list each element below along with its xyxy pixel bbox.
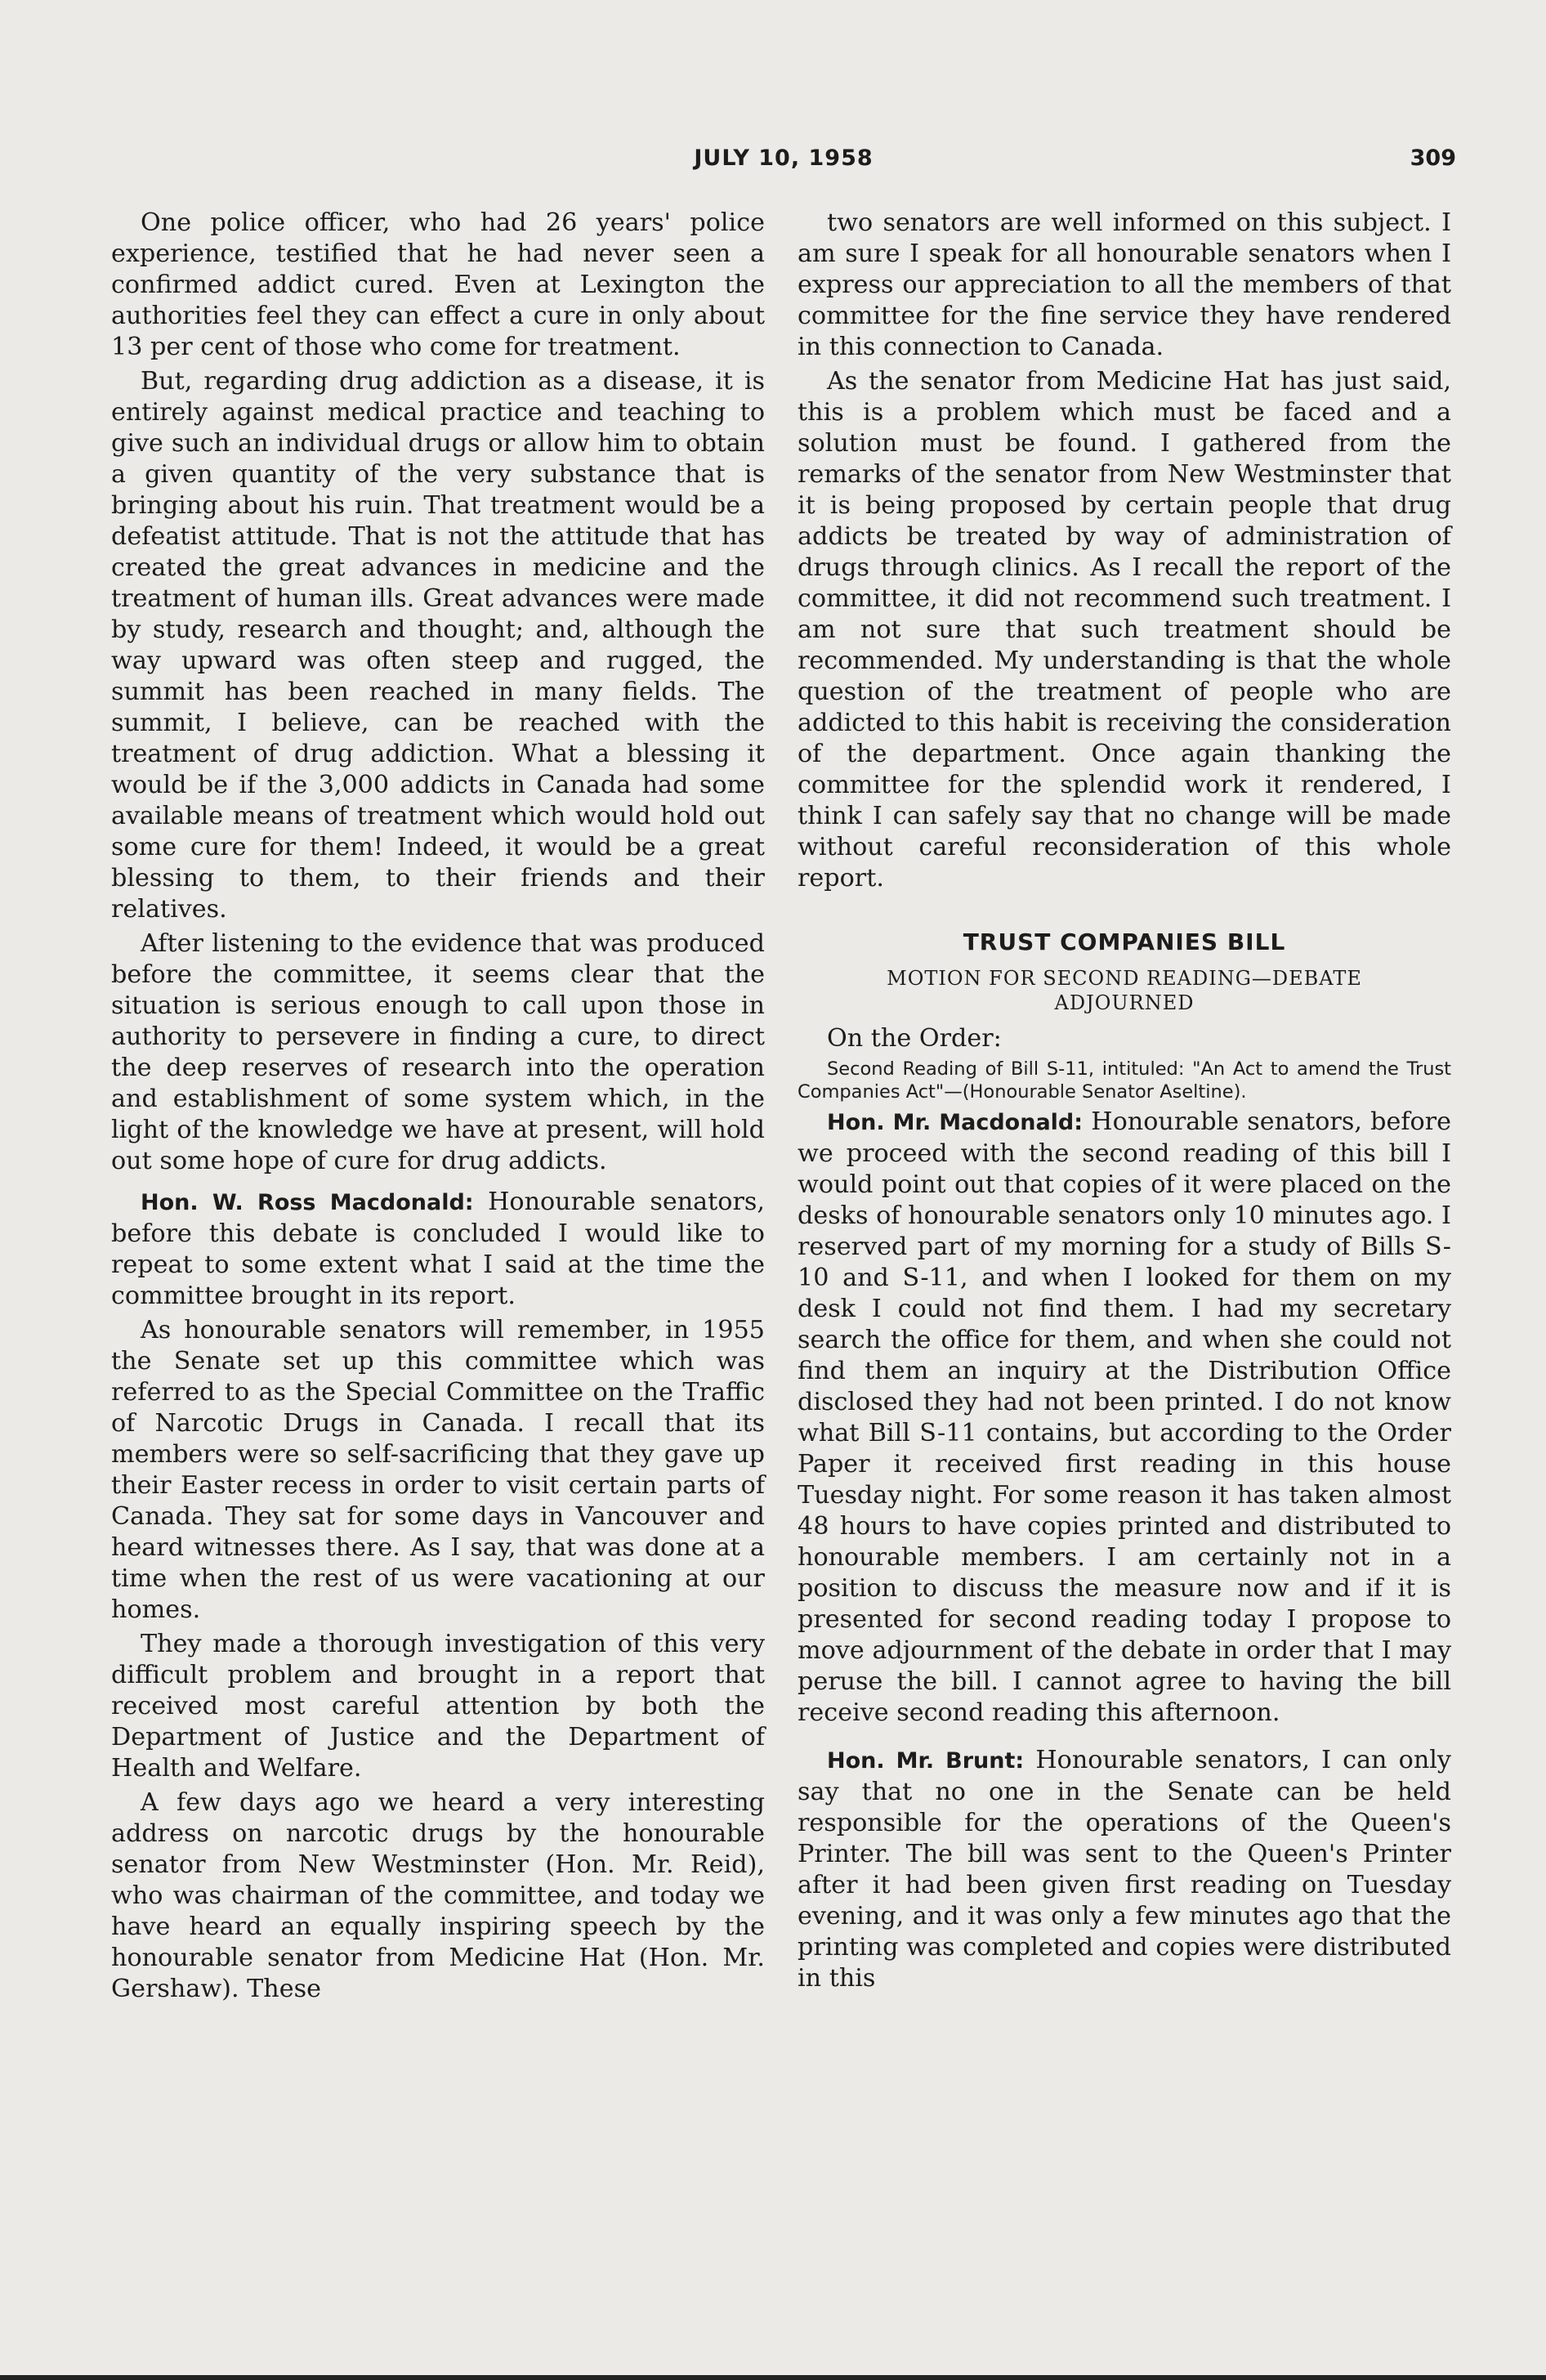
page-header — [111, 145, 1456, 178]
left-column — [111, 208, 765, 2008]
speech-text: Honourable senators, I can only say that no one in the Senate can be held responsible for the operations of the Queen's Printer. The bill was sent to the Queen's Printer after it had been given first reading on Tuesday evening, and it was only a few minutes ago that the printing was completed and copies were distributed in this — [798, 1746, 1451, 1993]
speaker-name: Hon. W. Ross Macdonald: — [141, 1190, 474, 1215]
speaker-name: Hon. Mr. Macdonald: — [827, 1110, 1084, 1135]
paragraph: But, regarding drug addiction as a disease, it is entirely against medical practice and teaching to give such an individual drugs or allow him to obtain a given quantity of the very substance that is bringing about his ruin. That treatment would be a defeatist attitude. That is not the attitude that has created the great advances in medicine and the treatment of human ills. Great advances were made by study, research and thought; and, although the way upward was often steep and rugged, the summit has been reached in many fields. The summit, I believe, can be reached with the treatment of drug addiction. What a blessing it would be if the 3,000 addicts in Canada had some available means of treatment which would hold out some cure for them! Indeed, it would be a great blessing to them, to their friends and their relatives. — [111, 367, 765, 924]
speech-paragraph — [111, 1187, 765, 1312]
paragraph: As the senator from Medicine Hat has just said, this is a problem which must be faced and a solution must be found. I gathered from the remarks of the senator from New Westminster that it is being proposed by certain people that drug addicts be treated by way of administration of drugs through clinics. As I recall the report of the committee, it did not recommend such treatment. I am not sure that such treatment should be recommended. My understanding is that the whole question of the treatment of people who are addicted to this habit is receiving the consideration of the department. Once again thanking the committee for the splendid work it rendered, I think I can safely say that no change will be made without careful reconsideration of this whole report. — [798, 367, 1451, 892]
speech-paragraph — [798, 1107, 1451, 1729]
page-number: 309 — [1410, 145, 1456, 171]
page-date: JULY 10, 1958 — [694, 145, 874, 171]
paragraph: A few days ago we heard a very interesting address on narcotic drugs by the honourable senator from New Westminster (Hon. Mr. Reid), who was chairman of the committee, and today we have heard an equally inspiring speech by the honourable senator from Medicine Hat (Hon. Mr. Gershaw). These — [111, 1788, 765, 2003]
bottom-rule — [0, 2375, 1546, 2380]
paragraph: One police officer, who had 26 years' police experience, testified that he had never seen a confirmed addict cured. Even at Lexington the authorities feel they can effect a cure in only about 13 per cent of those who come for treatment. — [111, 208, 765, 361]
section-subheading: MOTION FOR SECOND READING—DEBATE ADJOURNED — [887, 967, 1362, 1014]
speech-text: Honourable senators, before this debate is concluded I would like to repeat to some extent what I said at the time the committee brought in its report. — [111, 1188, 765, 1310]
paragraph: After listening to the evidence that was produced before the committee, it seems clear that the situation is serious enough to call upon those in authority to persevere in finding a cure, to direct the deep reserves of research into the operation and establishment of some system which, in the light of the knowledge we have at present, will hold out some hope of cure for drug addicts. — [111, 929, 765, 1175]
section-heading: TRUST COMPANIES BILL — [963, 928, 1286, 955]
paragraph: They made a thorough investigation of this very difficult problem and brought in a report that received most careful attention by both the Department of Justice and the Department of Health and Welfare. — [111, 1630, 765, 1783]
order-text: Second Reading of Bill S-11, intituled: "An Act to amend the Trust Companies Act"—(Honourable Senator Aseltine). — [798, 1058, 1451, 1103]
speech-paragraph — [798, 1745, 1451, 1994]
right-column — [798, 208, 1451, 1998]
speech-text: Honourable senators, before we proceed with the second reading of this bill I would point out that copies of it were placed on the desks of honourable senators only 10 minutes ago. I reserved part of my morning for a study of Bills S-10 and S-11, and when I looked for them on my desk I could not find them. I had my secretary search the office for them, and when she could not find them an inquiry at the Distribution Office disclosed they had not been printed. I do not know what Bill S-11 contains, but according to the Order Paper it received first reading in this house Tuesday night. For some reason it has taken almost 48 hours to have copies printed and distributed to honourable members. I am certainly not in a position to discuss the measure now and if it is presented for second reading today I propose to move adjournment of the debate in order that I may peruse the bill. I cannot agree to having the bill receive second reading this afternoon. — [798, 1107, 1451, 1727]
speaker-name: Hon. Mr. Brunt: — [827, 1748, 1025, 1774]
paragraph: As honourable senators will remember, in 1955 the Senate set up this committee which was referred to as the Special Committee on the Traffic of Narcotic Drugs in Canada. I recall that its members were so self-sacrificing that they gave up their Easter recess in order to visit certain parts of Canada. They sat for some days in Vancouver and heard witnesses there. As I say, that was done at a time when the rest of us were vacationing at our homes. — [111, 1316, 765, 1624]
order-label: On the Order: — [827, 1024, 1002, 1053]
paragraph: two senators are well informed on this subject. I am sure I speak for all honourable senators when I express our appreciation to all the members of that committee for the fine service they have rendered in this connection to Canada. — [798, 208, 1451, 361]
